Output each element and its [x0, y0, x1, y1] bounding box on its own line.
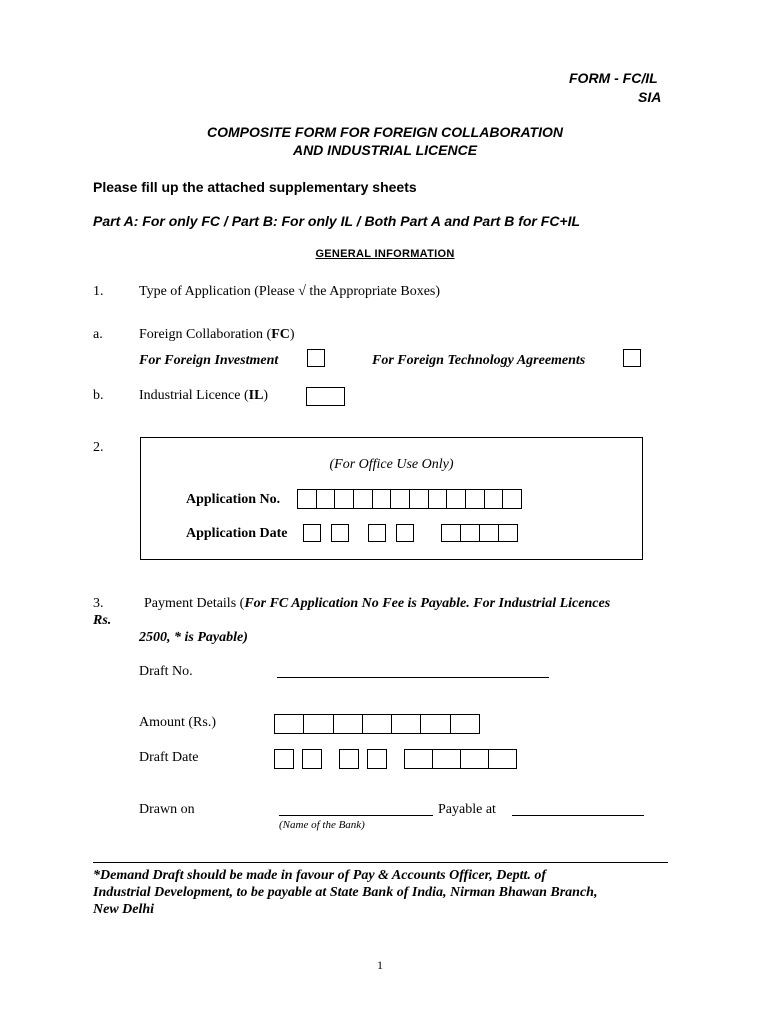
amount-cell	[275, 715, 304, 733]
app-date-year-field[interactable]	[441, 524, 518, 542]
q1-number: 1.	[93, 284, 104, 299]
foreign-investment-checkbox[interactable]	[307, 349, 325, 367]
q2-number: 2.	[93, 440, 104, 455]
footnote-divider	[93, 862, 668, 863]
draft-date-day-2[interactable]	[302, 749, 322, 769]
form-code: FORM - FC/IL	[569, 70, 658, 86]
draft-date-year-cell	[489, 750, 516, 768]
q3-note-line2: 2500, * is Payable)	[139, 630, 248, 645]
amount-cell	[334, 715, 363, 733]
fill-instruction: Please fill up the attached supplementary sheets	[93, 179, 417, 195]
bank-name-note: (Name of the Bank)	[279, 819, 365, 831]
amount-cell	[392, 715, 421, 733]
app-date-month-1[interactable]	[368, 524, 386, 542]
amount-field[interactable]	[274, 714, 480, 734]
app-date-month-2[interactable]	[396, 524, 414, 542]
industrial-licence-checkbox[interactable]	[306, 387, 345, 406]
app-date-day-2[interactable]	[331, 524, 349, 542]
q1a-label-text: Foreign Collaboration (	[139, 327, 272, 342]
footnote-line2: Industrial Development, to be payable at State Bank of India, Nirman Bhawan Branch,	[93, 885, 598, 900]
q3-number: 3.	[93, 596, 104, 611]
draft-date-year-cell	[461, 750, 489, 768]
section-heading: GENERAL INFORMATION	[315, 248, 455, 260]
form-sub: SIA	[638, 89, 662, 105]
application-no-cell	[373, 490, 392, 508]
office-use-label: (For Office Use Only)	[329, 457, 454, 472]
application-date-label: Application Date	[186, 526, 288, 541]
app-date-year-cell	[442, 525, 461, 541]
amount-cell	[363, 715, 392, 733]
q3-rs: Rs.	[93, 613, 112, 628]
form-title-line1: COMPOSITE FORM FOR FOREIGN COLLABORATION	[207, 124, 563, 140]
draft-date-month-1[interactable]	[339, 749, 359, 769]
amount-label: Amount (Rs.)	[139, 715, 216, 730]
application-no-cell	[466, 490, 485, 508]
application-no-cell	[447, 490, 466, 508]
draft-no-field[interactable]	[277, 677, 549, 678]
application-no-cell	[298, 490, 317, 508]
q1b-letter: b.	[93, 388, 104, 403]
form-title-line2: AND INDUSTRIAL LICENCE	[292, 142, 478, 158]
q1a-code: FC	[271, 327, 290, 342]
draft-date-year-cell	[433, 750, 461, 768]
application-no-field[interactable]	[297, 489, 522, 509]
footnote-line1: *Demand Draft should be made in favour of Pay & Accounts Officer, Deptt. of	[93, 868, 547, 883]
amount-cell	[304, 715, 333, 733]
parts-instruction: Part A: For only FC / Part B: For only IL / Both Part A and Part B for FC+IL	[93, 213, 581, 229]
q1b-label-end: )	[263, 388, 269, 403]
footnote-line3: New Delhi	[93, 902, 155, 917]
application-no-cell	[485, 490, 504, 508]
app-date-year-cell	[461, 525, 480, 541]
foreign-tech-label: For Foreign Technology Agreements	[372, 353, 586, 368]
q1b-label	[139, 388, 268, 404]
q3-label-text: Payment Details (	[144, 596, 245, 611]
draft-date-day-1[interactable]	[274, 749, 294, 769]
q1a-label	[139, 327, 295, 343]
draft-date-month-2[interactable]	[367, 749, 387, 769]
page-number: 1	[377, 958, 383, 972]
q1-label	[139, 284, 440, 300]
application-no-cell	[354, 490, 373, 508]
draft-date-year-cell	[405, 750, 433, 768]
application-no-cell	[391, 490, 410, 508]
amount-cell	[421, 715, 450, 733]
bank-name-field[interactable]	[279, 815, 433, 816]
drawn-on-label: Drawn on	[139, 802, 195, 817]
app-date-year-cell	[499, 525, 517, 541]
application-no-cell	[410, 490, 429, 508]
payable-at-field[interactable]	[512, 815, 644, 816]
app-date-year-cell	[480, 525, 499, 541]
application-no-cell	[335, 490, 354, 508]
amount-cell	[451, 715, 479, 733]
draft-date-year-field[interactable]	[404, 749, 517, 769]
q1b-code: IL	[248, 388, 264, 403]
foreign-investment-label: For Foreign Investment	[139, 353, 279, 368]
app-date-day-1[interactable]	[303, 524, 321, 542]
application-no-cell	[429, 490, 448, 508]
draft-no-label: Draft No.	[139, 664, 193, 679]
q1-label-pre: Type of Application (Please	[139, 284, 295, 299]
q1a-label-end: )	[289, 327, 295, 342]
q1-label-post: the Appropriate Boxes)	[309, 284, 441, 299]
foreign-tech-checkbox[interactable]	[623, 349, 641, 367]
payable-at-label: Payable at	[438, 802, 496, 817]
draft-date-label: Draft Date	[139, 750, 199, 765]
check-icon: √	[298, 284, 306, 299]
application-no-cell	[503, 490, 521, 508]
q3-label	[144, 596, 610, 612]
q3-note-line1: For FC Application No Fee is Payable. For Industrial Licences	[244, 596, 611, 611]
application-no-label: Application No.	[186, 492, 281, 507]
q1b-label-text: Industrial Licence (	[139, 388, 249, 403]
q1a-letter: a.	[93, 327, 103, 342]
application-no-cell	[317, 490, 336, 508]
